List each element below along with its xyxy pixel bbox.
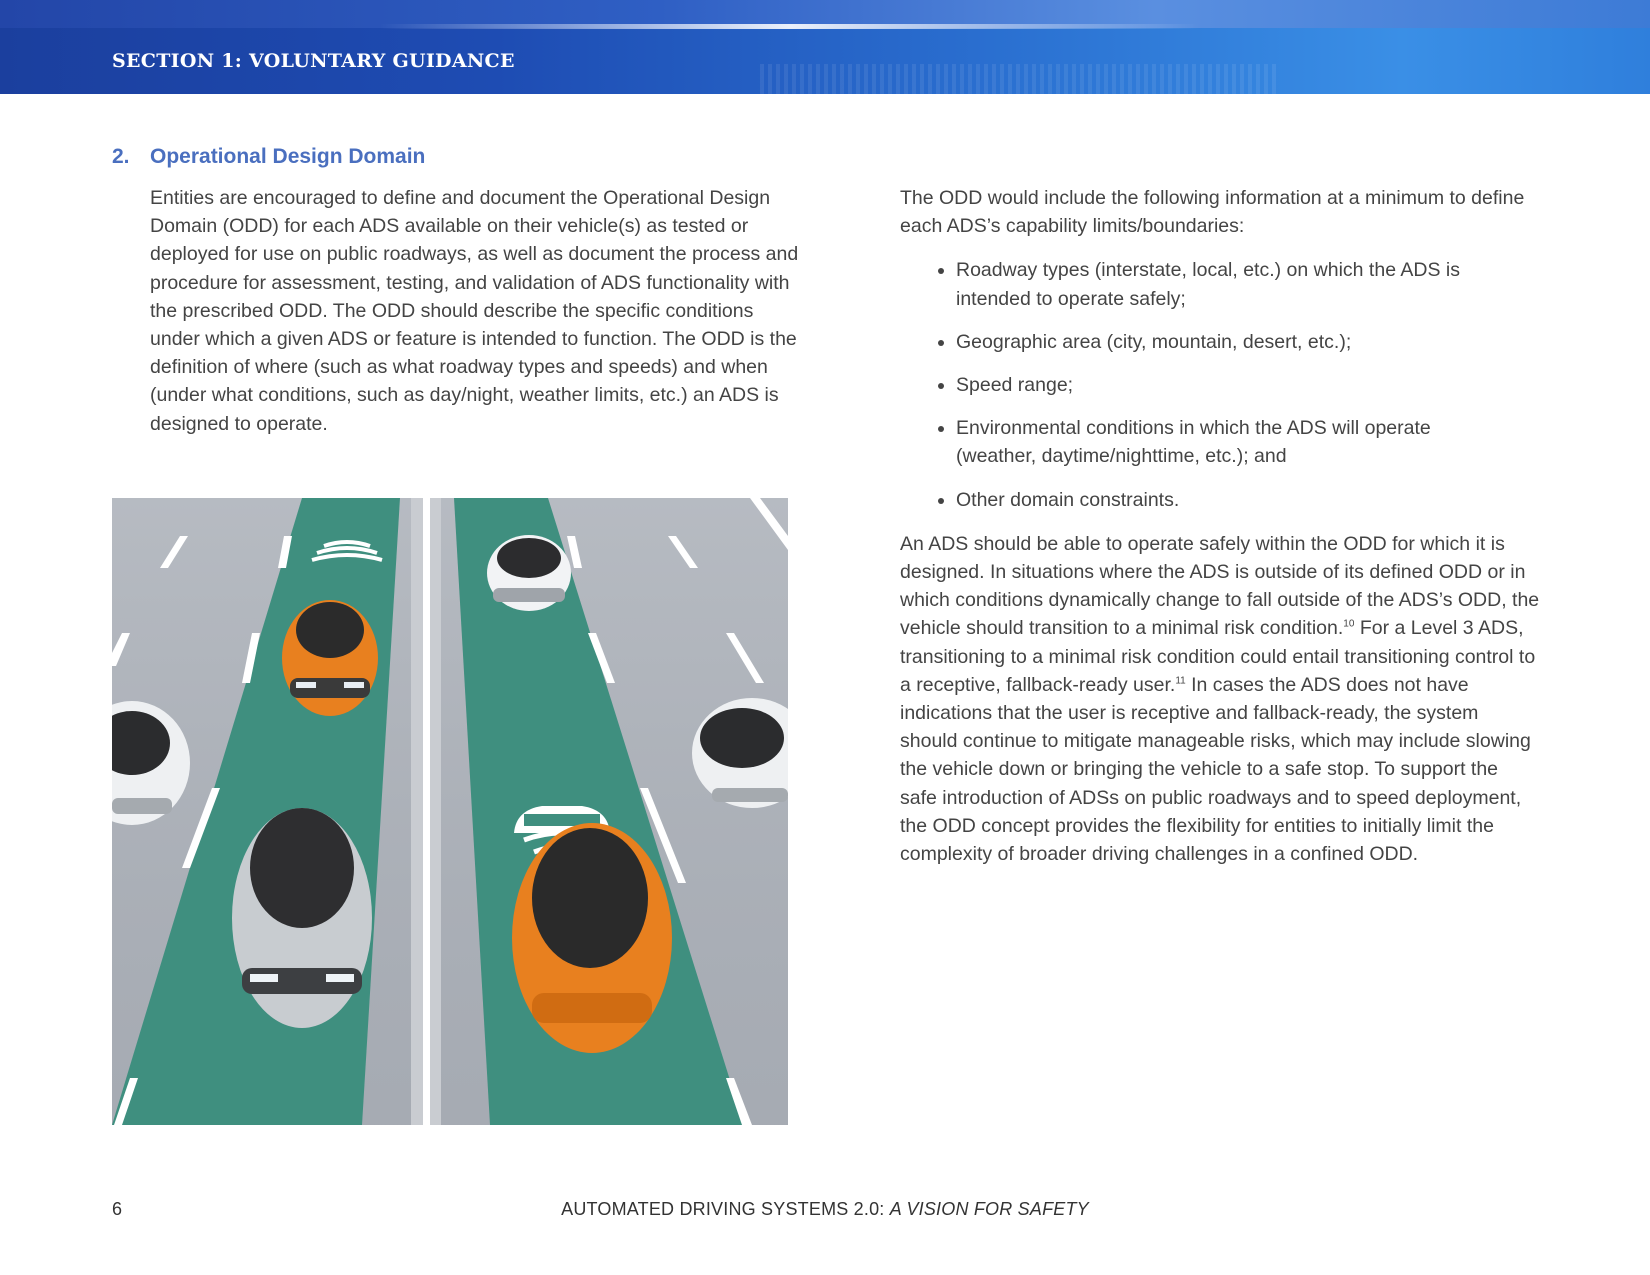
section-title: Operational Design Domain bbox=[150, 145, 426, 168]
footnote-ref: 11 bbox=[1175, 675, 1186, 687]
orange-car-front bbox=[282, 600, 378, 716]
header-band bbox=[0, 0, 1650, 94]
right-column bbox=[900, 184, 1540, 868]
list-item: Environmental conditions in which the ADS will operate (weather, daytime/nighttime, etc.); and bbox=[956, 414, 1476, 470]
page-number: 6 bbox=[112, 1199, 123, 1219]
orange-car-rear bbox=[512, 823, 672, 1053]
silver-car-front bbox=[232, 808, 372, 1028]
para-text: An ADS should be able to operate safely within the ODD for which it is designed. In situations where the ADS is outside of its defined ODD or in which conditions dynamically change to fall outside of the ADS’s ODD, the vehicle should transition to a minimal risk condition. bbox=[900, 532, 1540, 640]
para-text: For a Level 3 ADS, transitioning to a minimal risk condition could entail transitioning control to a receptive, fallback-ready user. bbox=[900, 617, 1536, 696]
minimal-risk-paragraph bbox=[900, 530, 1540, 868]
section-heading bbox=[112, 145, 425, 169]
doc-title: AUTOMATED DRIVING SYSTEMS 2.0: bbox=[561, 1199, 890, 1219]
list-item: Geographic area (city, mountain, desert, etc.); bbox=[956, 328, 1476, 356]
median-line bbox=[423, 498, 430, 1125]
list-item: Roadway types (interstate, local, etc.) on which the ADS is intended to operate safely; bbox=[956, 256, 1476, 312]
odd-intro: The ODD would include the following information at a minimum to define each ADS’s capability limits/boundaries: bbox=[900, 187, 1525, 238]
white-car-top-right bbox=[487, 535, 571, 611]
header-texture bbox=[760, 64, 1280, 94]
header-light-streak bbox=[380, 24, 1200, 29]
list-item: Other domain constraints. bbox=[956, 486, 1476, 514]
odd-list bbox=[900, 256, 1476, 513]
autonomous-cars-illustration bbox=[112, 498, 788, 1125]
intro-paragraph: Entities are encouraged to define and document the Operational Design Domain (ODD) for each ADS available on their vehicle(s) as tested or deployed for use on public roadways, as well as document the process and procedure for assessment, testing, and validation of ADS functionality with the prescribed ODD. The ODD should describe the specific conditions under which a given ADS or feature is intended to function. The ODD is the definition of where (such as what roadway types and speeds) and when (under what conditions, such as day/night, weather limits, etc.) an ADS is designed to operate. bbox=[150, 187, 799, 435]
section-label: SECTION 1: VOLUNTARY GUIDANCE bbox=[112, 50, 515, 72]
list-item: Speed range; bbox=[956, 371, 1476, 399]
footnote-ref: 10 bbox=[1343, 618, 1355, 630]
section-number: 2. bbox=[112, 145, 130, 168]
footer-title bbox=[0, 1199, 1650, 1220]
doc-subtitle: A VISION FOR SAFETY bbox=[889, 1199, 1089, 1219]
para-text: In cases the ADS does not have indications that the user is receptive and fallback-ready, the system should continue to mitigate manageable risks, which may include slowing the vehicle down or bringing the vehicle to a safe stop. To support the safe introduction of ADSs on public roadways and to speed deployment, the ODD concept provides the flexibility for entities to initially limit the complexity of broader driving challenges in a confined ODD. bbox=[900, 673, 1531, 866]
